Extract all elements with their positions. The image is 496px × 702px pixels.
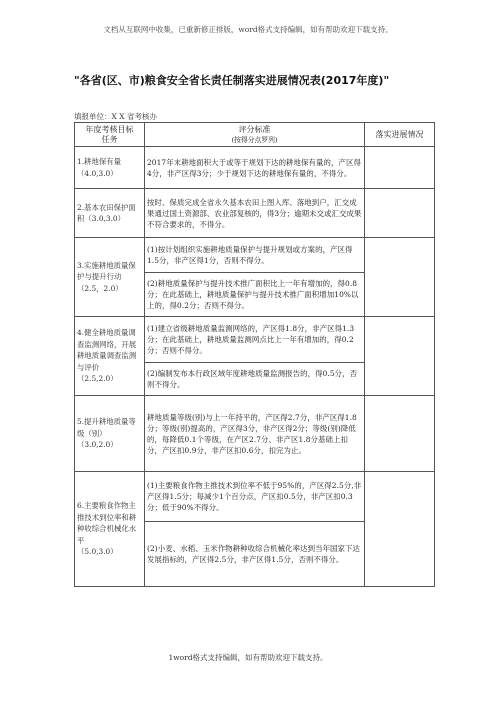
document-footer-note: 1word格式支持编辑，如有帮助欢迎下载支持。 — [168, 653, 328, 662]
document-header-note: 文档从互联网中收集，已重新修正排版，word格式支持编辑，如有帮助欢迎下载支持。 — [103, 25, 393, 34]
progress-table — [74, 122, 435, 587]
standard-cell: 耕地质量等级(别)与上一年持平的，产区得2.7分，非产区得1.8分；等级(别)提高的，产区得3分，非产区得2分；等级(别)降低的，每降低0.1个等级，在产区2.7分、非产区1.8分基础上扣分，产区扣0.9分，非产区扣0.6分，扣完为止。 — [145, 396, 365, 472]
task-name: 5.提升耕地质量等级（别） — [77, 417, 136, 438]
table-row — [75, 396, 435, 472]
task-name: 4.健全耕地质量调查监测网络，开展耕地质量调查监测与评价 — [77, 328, 137, 372]
table-header-row — [75, 123, 435, 147]
task-name: 3.实施耕地质量保护与提升行动 — [77, 260, 136, 282]
table-row — [75, 238, 435, 273]
task-cell — [75, 147, 145, 189]
task-score: （3.0,2.0） — [77, 440, 118, 450]
task-score: （2.5，2.0） — [77, 283, 123, 293]
task-score: （5.0,3.0） — [77, 547, 118, 557]
header-progress: 落实进展情况 — [365, 123, 435, 147]
table-row — [75, 472, 435, 522]
table-row — [75, 189, 435, 238]
task-cell — [75, 472, 145, 587]
header-standard — [145, 123, 365, 147]
header-task-line2: 任务 — [101, 134, 118, 144]
standard-cell: (2)编制发布本行政区域年度耕地质量监测报告的，得0.5分，否则不得分。 — [145, 363, 365, 396]
task-name: 6.主要粮食作物主推技术到位率和耕种收综合机械化水平 — [77, 501, 137, 545]
header-standard-line2: (按得分点罗列) — [231, 135, 278, 144]
task-score: （4.0,3.0） — [77, 168, 118, 178]
progress-cell[interactable] — [365, 472, 435, 587]
task-score: （2.5,2.0） — [77, 374, 118, 384]
standard-cell: (1)主要粮食作物主推技术到位率不低于95%的，产区得2.5分,非产区得1.5分；每减少1个百分点，产区扣0.5分，非产区扣0.3分；低于90%不得分。 — [145, 472, 365, 522]
progress-cell[interactable] — [365, 238, 435, 317]
reporting-unit-label: 填报单位：X X 省考核办 — [74, 112, 157, 121]
header-task — [75, 123, 145, 147]
task-name: 1.耕地保有量 — [77, 157, 122, 166]
standard-cell: (1)建立省级耕地质量监测网络的，产区得1.8分，非产区得1.3分；在此基础上，耕地质量监测网点比上一年有增加的，得0.2分；否则不得分。 — [145, 317, 365, 363]
header-task-line1: 年度考核目标 — [85, 124, 134, 134]
task-cell — [75, 317, 145, 396]
progress-cell[interactable] — [365, 317, 435, 396]
task-name: 2.基本农田保护面积（3.0,3.0） — [77, 202, 136, 223]
document-title: "各省(区、市)粮食安全省长责任制落实进展情况表(2017年度)" — [74, 74, 390, 87]
standard-cell: 按时、保质完成全省永久基本农田上图入库、落地到户，汇交成果通过国土资源部、农业部复核的，得3分；逾期未交或汇交成果不符合要求的，不得分。 — [145, 189, 365, 238]
task-cell — [75, 396, 145, 472]
task-cell — [75, 238, 145, 317]
standard-cell: (1)按计划组织实施耕地质量保护与提升规划或方案的，产区得1.5分，非产区得1分，否则不得分。 — [145, 238, 365, 273]
standard-cell: (2)小麦、水稻、玉米作物耕种收综合机械化率达到当年国家下达发展指标的，产区得2.5分，非产区得1.5分，否则不得分。 — [145, 522, 365, 587]
table-row — [75, 317, 435, 363]
standard-cell: (2)耕地质量保护与提升技术推广面积比上一年有增加的，得0.8分；在此基础上，耕地质量保护与提升技术推广面积增加10%以上的，得0.2分；否则不得分。 — [145, 273, 365, 317]
progress-cell[interactable] — [365, 189, 435, 238]
standard-cell: 2017年末耕地面积大于或等于规划下达的耕地保有量的，产区得4分，非产区得3分；少于规划下达的耕地保有量的，不得分。 — [145, 147, 365, 189]
progress-cell[interactable] — [365, 147, 435, 189]
header-standard-line1: 评分标准 — [238, 124, 271, 134]
progress-cell[interactable] — [365, 396, 435, 472]
task-cell — [75, 189, 145, 238]
table-row — [75, 147, 435, 189]
